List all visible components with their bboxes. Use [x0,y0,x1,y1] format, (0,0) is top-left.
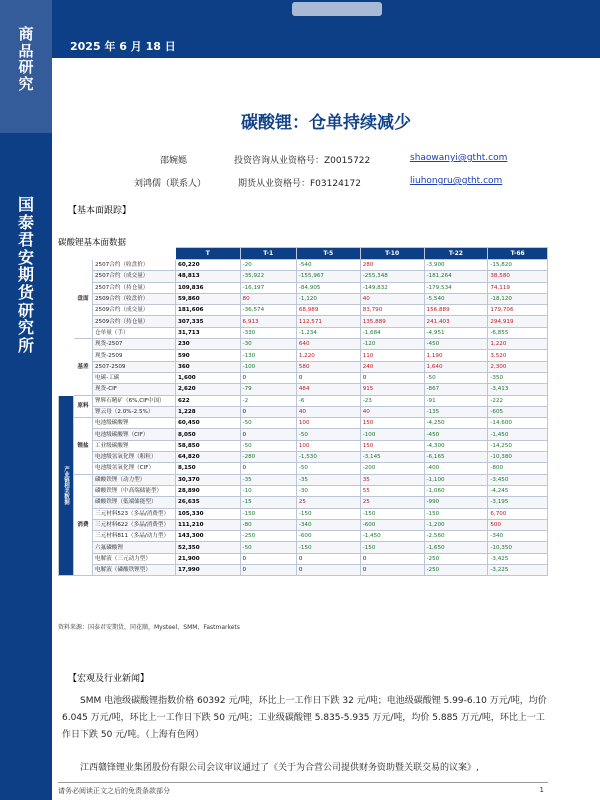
cell-change-value: -800 [488,463,548,474]
cell-change-value: 150 [360,418,424,429]
row-label: 磷酸铁锂（低端储能型） [93,497,176,508]
table-row [59,452,548,463]
cell-change-value: -250 [424,565,488,576]
table-row [59,531,548,542]
cell-current-value: 307,335 [176,316,241,327]
table-row [59,339,548,350]
table-row [59,271,548,282]
cell-change-value: 580 [296,361,360,372]
table-row [59,395,548,406]
cell-change-value: 640 [296,339,360,350]
cell-change-value: 0 [240,429,296,440]
cell-change-value: -120 [360,339,424,350]
cell-change-value: 74,119 [488,282,548,293]
disclaimer-footer: 请务必阅读正文之后的免责条款部分 [58,787,170,795]
cell-change-value: 500 [488,519,548,530]
cell-current-value: 58,850 [176,440,241,451]
table-row [59,565,548,576]
cell-change-value: -3,413 [488,384,548,395]
cell-current-value: 48,813 [176,271,241,282]
cell-change-value: -340 [488,531,548,542]
cell-change-value: -14,250 [488,440,548,451]
cell-change-value: -1,530 [296,452,360,463]
row-label: 电池级氢氧化锂（粗粒） [93,452,176,463]
cell-change-value: -150 [424,508,488,519]
table-corner [93,248,176,260]
table-row [59,406,548,417]
row-label: 2507合约（成交量） [93,271,176,282]
cell-change-value: -600 [296,531,360,542]
cell-current-value: 360 [176,361,241,372]
sidebar-label-bottom: 国 泰 君 安 期 货 研 究 所 [17,195,34,355]
report-title: 碳酸锂：仓单持续减少 [241,113,411,133]
cell-change-value: 100 [296,418,360,429]
cell-change-value: -35 [240,474,296,485]
row-label: 电解液（三元动力型） [93,553,176,564]
cell-change-value: -50 [296,463,360,474]
cell-change-value: -149,832 [360,282,424,293]
table-row [59,282,548,293]
cell-change-value: -150 [296,542,360,553]
cell-change-value: -91 [424,395,488,406]
cell-change-value: 0 [240,565,296,576]
cell-change-value: -79 [240,384,296,395]
report-date: 2025 年 6 月 18 日 [70,40,176,53]
table-row [59,372,548,383]
cell-change-value: 0 [240,406,296,417]
cell-change-value: -100 [240,361,296,372]
table-row [59,474,548,485]
cell-change-value: -100 [360,429,424,440]
row-label: 现货-CIF [93,384,176,395]
cell-current-value: 31,713 [176,327,241,338]
cell-change-value: -600 [360,519,424,530]
cell-current-value: 1,228 [176,406,241,417]
cell-change-value: 2,300 [488,361,548,372]
row-label: 电池级碳酸锂（CIF） [93,429,176,440]
cell-change-value: 135,889 [360,316,424,327]
row-label: 2507合约（收盘价） [93,260,176,271]
cell-change-value: -150 [240,508,296,519]
cell-current-value: 8,050 [176,429,241,440]
table-corner [74,248,93,260]
row-label: 三元材料811（多晶/动力型） [93,531,176,542]
cell-change-value: -36,574 [240,305,296,316]
column-header: T-1 [240,248,296,260]
table-row [59,260,548,271]
row-label: 锂云母（2.0%-2.5%） [93,406,176,417]
cell-change-value: -4,250 [424,418,488,429]
cell-change-value: -15,820 [488,260,548,271]
row-label: 2509合约（成交量） [93,305,176,316]
group-label: 盘面 [74,260,93,339]
row-label: 电池级氢氧化锂（CIF） [93,463,176,474]
row-label: 磷酸铁锂（中高端储能型） [93,485,176,496]
cell-change-value: -1,234 [296,327,360,338]
group-label: 原料 [74,395,93,418]
row-label: 电池级碳酸锂 [93,418,176,429]
cell-current-value: 622 [176,395,241,406]
cell-change-value: -222 [488,395,548,406]
row-label: 2507合约（持仓量） [93,282,176,293]
cell-change-value: -3,900 [424,260,488,271]
cell-change-value: -15 [240,497,296,508]
cell-change-value: -3,195 [488,497,548,508]
cell-change-value: -4,245 [488,485,548,496]
cell-change-value: 112,571 [296,316,360,327]
cell-change-value: -14,600 [488,418,548,429]
row-label: 现货-2507 [93,339,176,350]
cell-change-value: -1,200 [424,519,488,530]
author-email[interactable] [410,153,507,163]
cell-current-value: 143,300 [176,531,241,542]
table-row [59,429,548,440]
cell-change-value: -255,348 [360,271,424,282]
cell-change-value: -155,967 [296,271,360,282]
cell-change-value: -605 [488,406,548,417]
row-label: 三元材料622（多晶/消费型） [93,519,176,530]
cell-change-value: -35 [296,474,360,485]
cell-change-value: -18,120 [488,293,548,304]
table-row [59,305,548,316]
cell-change-value: -130 [240,350,296,361]
cell-change-value: 1,640 [424,361,488,372]
cell-change-value: 0 [360,553,424,564]
cell-change-value: 0 [296,553,360,564]
cell-change-value: -3,225 [488,565,548,576]
table-title: 碳酸锂基本面数据 [58,238,127,248]
table-row [59,327,548,338]
cell-change-value: -150 [296,508,360,519]
cell-change-value: 0 [240,463,296,474]
row-label: 现货-2509 [93,350,176,361]
cell-change-value: -50 [240,440,296,451]
cell-change-value: -1,450 [360,531,424,542]
group-label: 基差 [74,339,93,395]
author-name: 刘鸿儒（联系人） [134,179,207,189]
cell-change-value: 25 [296,497,360,508]
cell-change-value: 83,790 [360,305,424,316]
table-row [59,293,548,304]
author-qualification: 投资咨询从业资格号：Z0015722 [234,156,371,166]
section-heading: 【基本面跟踪】 [68,206,132,216]
cell-change-value: -181,264 [424,271,488,282]
cell-change-value: -50 [296,429,360,440]
cell-change-value: -450 [424,429,488,440]
cell-change-value: -450 [424,339,488,350]
cell-change-value: 150 [360,440,424,451]
cell-change-value: -30 [296,485,360,496]
cell-change-value: -50 [240,542,296,553]
email-link[interactable]: shaowanyi@gtht.com [410,153,508,163]
table-row [59,440,548,451]
cell-change-value: 240 [360,361,424,372]
cell-change-value: -4,951 [424,327,488,338]
cell-change-value: -1,650 [424,542,488,553]
cell-change-value: -35,922 [240,271,296,282]
cell-current-value: 17,990 [176,565,241,576]
cell-change-value: 55 [360,485,424,496]
cell-change-value: 40 [360,406,424,417]
table-spacer [59,260,74,396]
cell-current-value: 111,210 [176,519,241,530]
cell-change-value: 484 [296,384,360,395]
row-label: 六氟磷酸锂 [93,542,176,553]
cell-change-value: -3,450 [488,474,548,485]
sidebar [0,0,52,800]
row-label: 锂辉石精矿（6%,CIF中国） [93,395,176,406]
cell-change-value: -23 [360,395,424,406]
cell-change-value: 294,919 [488,316,548,327]
cell-change-value: -340 [296,519,360,530]
row-label: 2507-2509 [93,361,176,372]
cell-change-value: -80 [240,519,296,530]
group-label: 消费 [74,474,93,576]
cell-change-value: -280 [240,452,296,463]
cell-current-value: 60,450 [176,418,241,429]
cell-change-value: -50 [424,372,488,383]
cell-change-value: -330 [240,327,296,338]
cell-change-value: -400 [424,463,488,474]
data-source-note: 资料来源：国泰君安期货，同花顺，Mysteel，SMM，Fastmarkets [58,624,240,631]
cell-change-value: 0 [360,565,424,576]
cell-change-value: 80 [240,293,296,304]
cell-current-value: 230 [176,339,241,350]
cell-change-value: -20 [240,260,296,271]
column-header: T [176,248,241,260]
cell-change-value: -6,165 [424,452,488,463]
cell-change-value: -3,145 [360,452,424,463]
cell-change-value: -150 [360,508,424,519]
cell-current-value: 1,600 [176,372,241,383]
cell-change-value: -6 [296,395,360,406]
cell-change-value: -1,450 [488,429,548,440]
cell-change-value: 6,913 [240,316,296,327]
cell-change-value: -30 [240,339,296,350]
cell-change-value: -10,350 [488,542,548,553]
row-label: 工业级碳酸锂 [93,440,176,451]
cell-current-value: 8,150 [176,463,241,474]
cell-change-value: 110 [360,350,424,361]
cell-current-value: 28,890 [176,485,241,496]
news-paragraph: 江西赣锋锂业集团股份有限公司会议审议通过了《关于为合营公司提供财务资助暨关联交易的议案》, [80,763,479,773]
table-row [59,361,548,372]
section-heading: 【宏观及行业新闻】 [68,674,150,684]
cell-change-value: -179,534 [424,282,488,293]
cell-current-value: 105,330 [176,508,241,519]
cell-change-value: -200 [360,463,424,474]
cell-current-value: 181,606 [176,305,241,316]
column-header: T-22 [424,248,488,260]
row-label: 电碳-工碳 [93,372,176,383]
cell-change-value: 0 [240,553,296,564]
cell-change-value: -1,060 [424,485,488,496]
row-label: 2509合约（持仓量） [93,316,176,327]
cell-change-value: 0 [360,372,424,383]
cell-change-value: -867 [424,384,488,395]
cell-change-value: 1,190 [424,350,488,361]
table-row [59,542,548,553]
author-name: 邵婉嫕 [160,156,188,166]
table-corner [59,248,74,260]
row-label: 电解液（磷酸铁锂型） [93,565,176,576]
cell-change-value: -250 [240,531,296,542]
cell-change-value: 68,989 [296,305,360,316]
cell-change-value: 38,580 [488,271,548,282]
fundamentals-table [58,247,548,576]
cell-change-value: -1,120 [296,293,360,304]
table-header-row [59,248,548,260]
cell-current-value: 590 [176,350,241,361]
cell-change-value: 0 [296,372,360,383]
row-label: 仓单量（手） [93,327,176,338]
table-row [59,485,548,496]
table-body [59,260,548,576]
cell-change-value: -250 [424,553,488,564]
row-label: 磷酸铁锂（动力型） [93,474,176,485]
cell-current-value: 26,635 [176,497,241,508]
cell-change-value: -6,855 [488,327,548,338]
cell-change-value: 6,700 [488,508,548,519]
cell-change-value: 40 [296,406,360,417]
cell-change-value: 3,520 [488,350,548,361]
footer-divider [58,782,548,783]
cell-current-value: 64,820 [176,452,241,463]
column-header: T-66 [488,248,548,260]
cell-change-value: 40 [360,293,424,304]
cell-current-value: 52,350 [176,542,241,553]
cell-current-value: 109,836 [176,282,241,293]
cell-change-value: 156,889 [424,305,488,316]
table-row [59,519,548,530]
table-row [59,463,548,474]
cell-change-value: -84,905 [296,282,360,293]
cell-change-value: 179,706 [488,305,548,316]
cell-change-value: -50 [240,418,296,429]
cell-change-value: 280 [360,260,424,271]
cell-change-value: -350 [488,372,548,383]
cell-change-value: 25 [360,497,424,508]
cell-change-value: 0 [240,372,296,383]
cell-change-value: 241,403 [424,316,488,327]
cell-change-value: 915 [360,384,424,395]
cell-change-value: 1,220 [296,350,360,361]
email-link[interactable]: liuhongru@gtht.com [410,176,503,186]
author-email[interactable] [410,176,502,186]
cell-change-value: -540 [296,260,360,271]
group-label-big: 产业链相关数据 [59,395,74,576]
cell-change-value: -2 [240,395,296,406]
cell-change-value: -3,425 [488,553,548,564]
cell-current-value: 2,620 [176,384,241,395]
cell-change-value: -2,560 [424,531,488,542]
diamond-logo-graphic [292,2,382,16]
column-header: T-5 [296,248,360,260]
cell-change-value: -16,197 [240,282,296,293]
cell-current-value: 59,860 [176,293,241,304]
table-row [59,418,548,429]
cell-change-value: -10,380 [488,452,548,463]
cell-change-value: 35 [360,474,424,485]
group-label: 锂盐 [74,418,93,474]
page-number: 1 [539,786,544,794]
cell-change-value: -4,300 [424,440,488,451]
cell-current-value: 21,900 [176,553,241,564]
table-row [59,497,548,508]
cell-current-value: 60,220 [176,260,241,271]
table-row [59,508,548,519]
cell-change-value: -1,100 [424,474,488,485]
cell-change-value: 1,220 [488,339,548,350]
cell-change-value: -1,684 [360,327,424,338]
sidebar-label-top: 商 品 研 究 [18,25,34,93]
news-paragraph: SMM 电池级碳酸锂指数价格 60392 元/吨，环比上一工作日下跌 32 元/吨；电池级碳酸锂 5.99-6.10 万元/吨，均价 6.045 万元/吨，环比上一工作日下跌 50 元/吨；工业级碳酸锂 5.835-5.935 万元/吨，均价 5.885 万元/吨，环比上一工作日下跌 50 元/吨。（上海有色网） [62,696,547,740]
row-label: 三元材料523（多晶/消费型） [93,508,176,519]
cell-change-value: 100 [296,440,360,451]
column-header: T-10 [360,248,424,260]
cell-change-value: -5,540 [424,293,488,304]
cell-change-value: -10 [240,485,296,496]
cell-change-value: -150 [360,542,424,553]
row-label: 2509合约（收盘价） [93,293,176,304]
cell-change-value: 0 [296,565,360,576]
cell-current-value: 30,370 [176,474,241,485]
author-qualification: 期货从业资格号：F03124172 [238,179,361,189]
table-row [59,350,548,361]
table-row [59,316,548,327]
table-row [59,384,548,395]
table-row [59,553,548,564]
cell-change-value: -990 [424,497,488,508]
cell-change-value: -135 [424,406,488,417]
